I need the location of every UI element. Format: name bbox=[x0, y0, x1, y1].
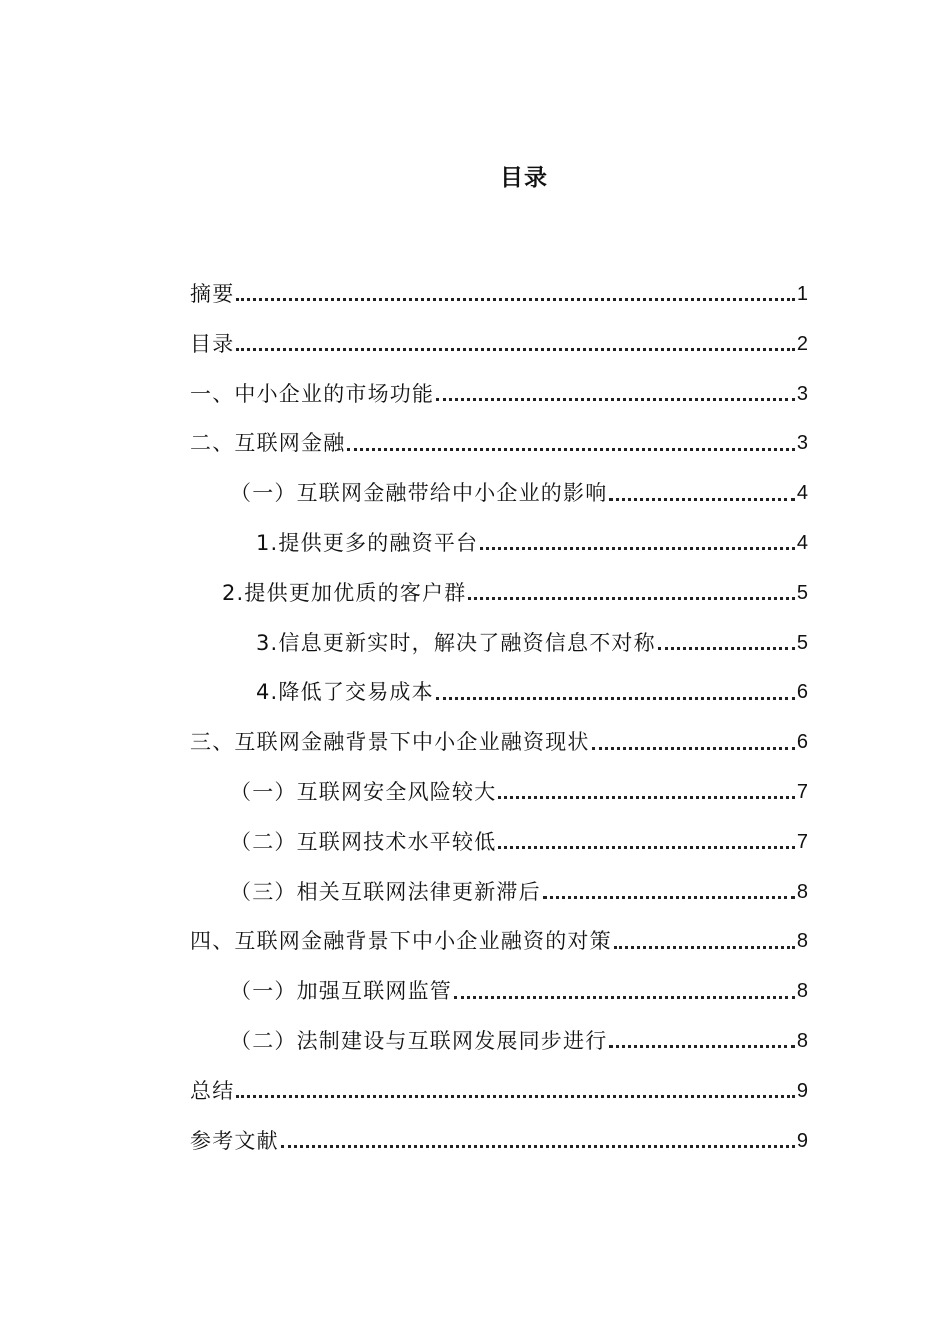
toc-entry-label: 参考文献 bbox=[190, 1128, 279, 1153]
toc-page-number: 8 bbox=[796, 880, 808, 903]
toc-entry-section-4-1[interactable] bbox=[190, 967, 808, 1017]
dot-leader bbox=[468, 597, 794, 600]
toc-entry-label: 目录 bbox=[190, 331, 235, 356]
toc-entry-label: 四、互联网金融背景下中小企业融资的对策 bbox=[190, 929, 612, 954]
toc-entry-section-2[interactable] bbox=[190, 419, 808, 469]
toc-title: 目录 bbox=[500, 165, 548, 191]
dot-leader bbox=[543, 896, 795, 899]
toc-entry-summary[interactable] bbox=[190, 1067, 808, 1117]
toc-entry-label: 4.降低了交易成本 bbox=[256, 680, 434, 705]
toc-page-number: 8 bbox=[796, 930, 808, 953]
toc-page-number: 3 bbox=[796, 432, 808, 455]
toc-entry-label: （二）互联网技术水平较低 bbox=[230, 829, 497, 854]
dot-leader bbox=[614, 946, 795, 949]
toc-page-number: 9 bbox=[796, 1129, 808, 1152]
dot-leader bbox=[454, 996, 795, 999]
toc-entry-label: （三）相关互联网法律更新滞后 bbox=[230, 879, 541, 904]
toc-entry-section-3-1[interactable] bbox=[190, 768, 808, 818]
dot-leader bbox=[498, 846, 794, 849]
toc-page-number: 6 bbox=[796, 681, 808, 704]
toc-entry-label: 总结 bbox=[190, 1078, 235, 1103]
dot-leader bbox=[236, 348, 794, 351]
toc-entry-section-2-1-2[interactable] bbox=[190, 569, 808, 619]
toc-entry-section-2-1-1[interactable] bbox=[190, 519, 808, 569]
toc-entry-section-3-2[interactable] bbox=[190, 818, 808, 868]
toc-list bbox=[190, 270, 808, 1166]
toc-page-number: 4 bbox=[796, 531, 808, 554]
toc-page-number: 9 bbox=[796, 1079, 808, 1102]
dot-leader bbox=[498, 796, 794, 799]
dot-leader bbox=[281, 1145, 795, 1148]
dot-leader bbox=[592, 747, 795, 750]
toc-entry-section-3[interactable] bbox=[190, 718, 808, 768]
toc-page-number: 7 bbox=[796, 780, 808, 803]
toc-page-number: 8 bbox=[796, 980, 808, 1003]
toc-entry-label: （一）加强互联网监管 bbox=[230, 979, 452, 1004]
toc-entry-label: 2.提供更加优质的客户群 bbox=[222, 580, 467, 605]
toc-entry-references[interactable] bbox=[190, 1117, 808, 1167]
toc-page-number: 5 bbox=[796, 631, 808, 654]
toc-page-number: 6 bbox=[796, 731, 808, 754]
dot-leader bbox=[236, 1095, 794, 1098]
dot-leader bbox=[236, 298, 794, 301]
toc-entry-label: 一、中小企业的市场功能 bbox=[190, 381, 435, 406]
toc-entry-contents[interactable] bbox=[190, 320, 808, 370]
toc-entry-label: 3.信息更新实时，解决了融资信息不对称 bbox=[256, 630, 656, 655]
toc-page-number: 8 bbox=[796, 1029, 808, 1052]
dot-leader bbox=[480, 547, 795, 550]
toc-page-number: 4 bbox=[796, 482, 808, 505]
toc-entry-label: 三、互联网金融背景下中小企业融资现状 bbox=[190, 730, 590, 755]
toc-entry-section-2-1-4[interactable] bbox=[190, 668, 808, 718]
toc-entry-section-1[interactable] bbox=[190, 370, 808, 420]
dot-leader bbox=[609, 1045, 794, 1048]
dot-leader bbox=[436, 697, 795, 700]
toc-entry-label: 二、互联网金融 bbox=[190, 431, 346, 456]
dot-leader bbox=[658, 647, 795, 650]
toc-entry-abstract[interactable] bbox=[190, 270, 808, 320]
dot-leader bbox=[609, 498, 794, 501]
dot-leader bbox=[347, 448, 794, 451]
toc-entry-section-3-3[interactable] bbox=[190, 868, 808, 918]
toc-entry-label: （二）法制建设与互联网发展同步进行 bbox=[230, 1028, 608, 1053]
toc-entry-label: （一）互联网安全风险较大 bbox=[230, 779, 497, 804]
toc-page-number: 7 bbox=[796, 830, 808, 853]
toc-page-number: 5 bbox=[796, 581, 808, 604]
toc-entry-section-4[interactable] bbox=[190, 917, 808, 967]
toc-entry-label: 摘要 bbox=[190, 282, 235, 306]
dot-leader bbox=[436, 398, 795, 401]
toc-entry-section-2-1-3[interactable] bbox=[190, 619, 808, 669]
toc-entry-label: 1.提供更多的融资平台 bbox=[256, 530, 479, 555]
toc-entry-section-4-2[interactable] bbox=[190, 1017, 808, 1067]
toc-page-number: 2 bbox=[796, 332, 808, 355]
toc-entry-label: （一）互联网金融带给中小企业的影响 bbox=[230, 481, 608, 506]
toc-page-number: 3 bbox=[796, 382, 808, 405]
toc-entry-section-2-1[interactable] bbox=[190, 469, 808, 519]
toc-page-number: 1 bbox=[796, 283, 808, 305]
